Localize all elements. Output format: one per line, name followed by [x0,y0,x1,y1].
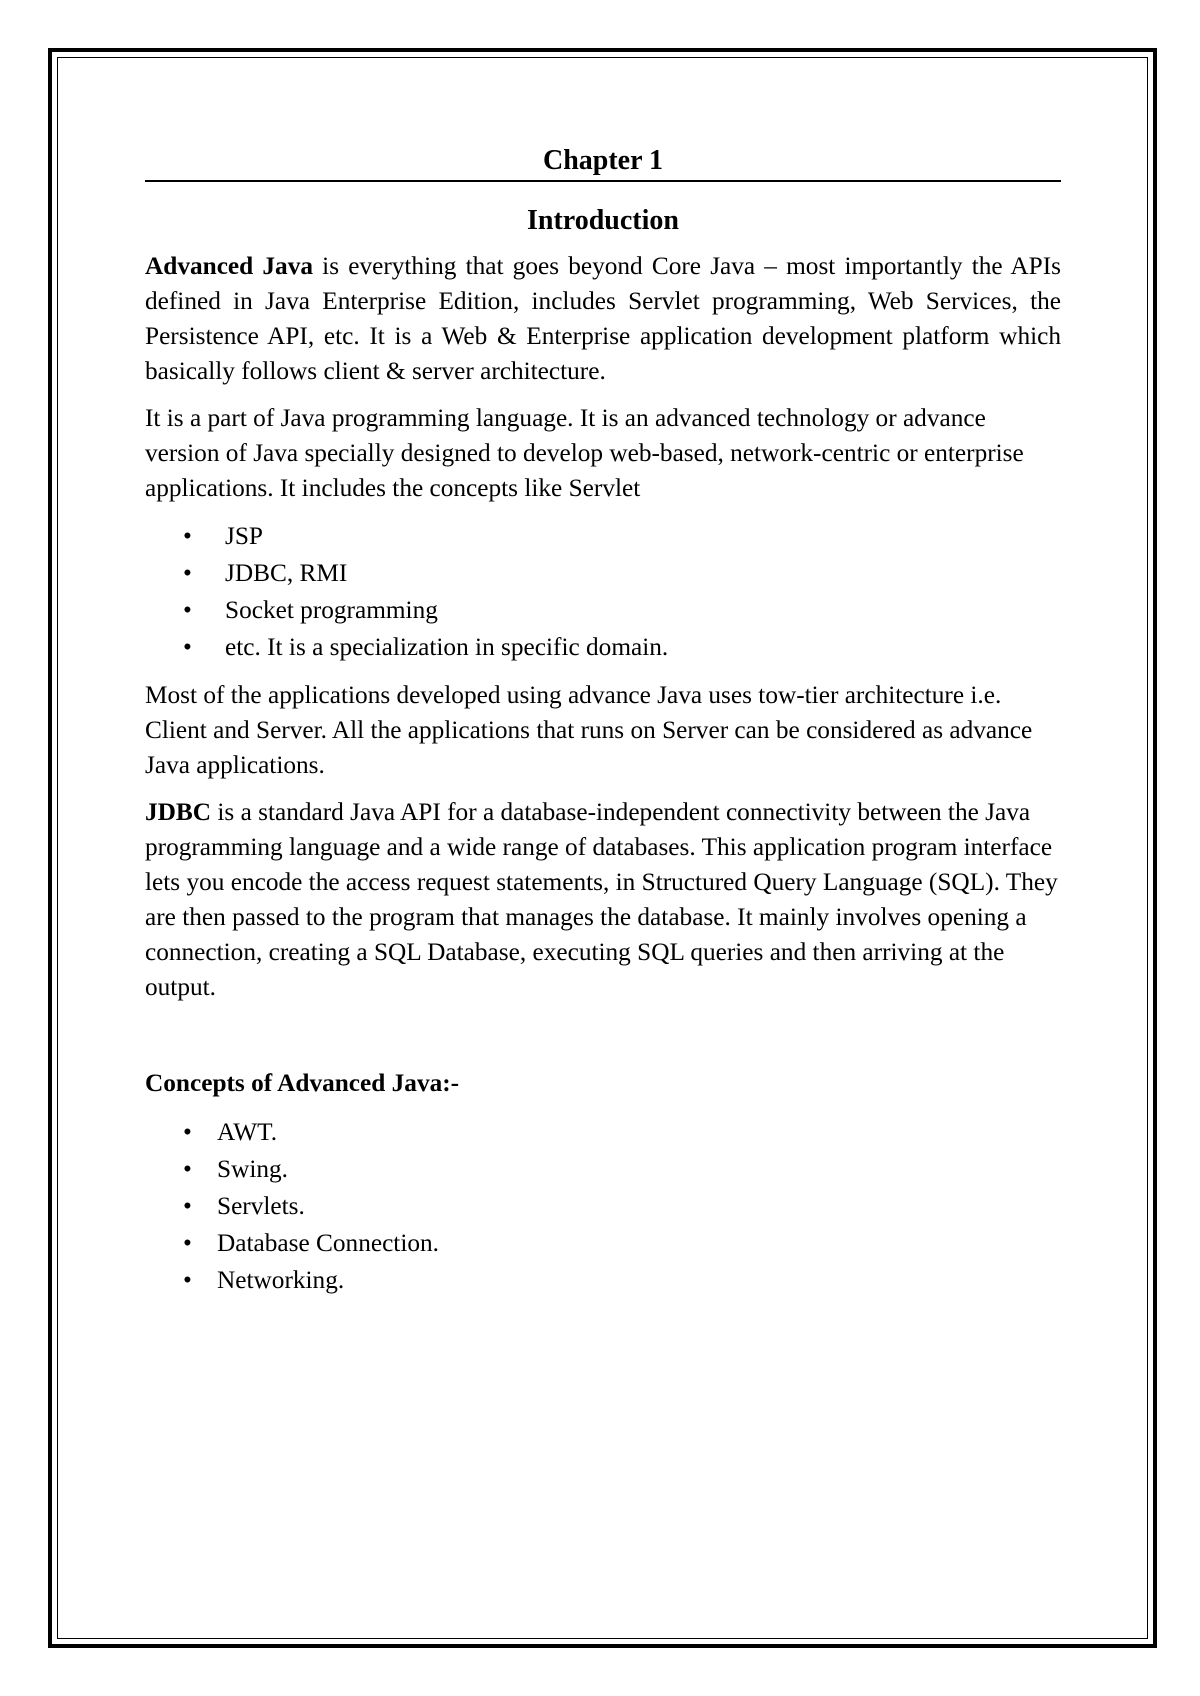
section-title: Introduction [527,204,679,236]
jdbc-term: JDBC [145,798,212,827]
list-item [145,1262,1061,1299]
jdbc-text: is a standard Java API for a database-independent connectivity between the Java programming language and a wide range of databases. This application program interface lets you encode the access request statements, in Structured Query Language (SQL). They are then passed to the program that manages the database. It mainly involves opening a connection, creating a SQL Database, executing SQL queries and then arriving at the output. [145,798,1058,1002]
list-item [145,518,1061,555]
bullet-icon: • [183,1266,192,1295]
paragraph-part-of-java: It is a part of Java programming language. It is an advanced technology or advance version of Java specially designed to develop web-based, network-centric or enterprise applications. It includes the concepts like Servlet [145,404,1024,503]
bullet-icon: • [183,633,192,662]
list-item-label: Servlets. [217,1192,305,1221]
advanced-java-term: Advanced Java [145,252,313,281]
list-item-label: Swing. [217,1155,288,1184]
advanced-java-text: is everything that goes beyond Core Java – most importantly the APIs defined in Java Enterprise Edition, includes Servlet programming, Web Services, the Persistence API, etc. It is a Web & Enterprise application development platform which basically follows client & server architecture. [145,252,1061,386]
list-item-label: Socket programming [225,596,438,625]
list-item [145,592,1061,629]
list-item [145,1114,1061,1151]
document-body [145,144,1061,1311]
list-item-label: JSP [225,522,263,551]
concepts-heading: Concepts of Advanced Java:- [145,1069,460,1098]
list-item-label: Database Connection. [217,1229,439,1258]
list-item [145,629,1061,666]
bullet-icon: • [183,1192,192,1221]
list-item [145,555,1061,592]
list-item [145,1151,1061,1188]
bullet-icon: • [183,559,192,588]
technologies-list [145,518,1061,666]
concepts-list [145,1114,1061,1299]
bullet-icon: • [183,1229,192,1258]
list-item-label: JDBC, RMI [225,559,348,588]
bullet-icon: • [183,1155,192,1184]
list-item [145,1188,1061,1225]
paragraph-jdbc [145,795,1061,1005]
bullet-icon: • [183,522,192,551]
paragraph-applications: Most of the applications developed using advance Java uses tow-tier architecture i.e. Client and Server. All the applications that runs on Server can be considered as advance Java applications. [145,681,1033,780]
list-item-label: Networking. [217,1266,345,1295]
chapter-heading: Chapter 1 [145,144,1061,182]
bullet-icon: • [183,1118,192,1147]
paragraph-advanced-java [145,249,1061,389]
list-item-label: AWT. [217,1118,278,1147]
list-item-label: etc. It is a specialization in specific domain. [225,633,669,662]
bullet-icon: • [183,596,192,625]
list-item [145,1225,1061,1262]
